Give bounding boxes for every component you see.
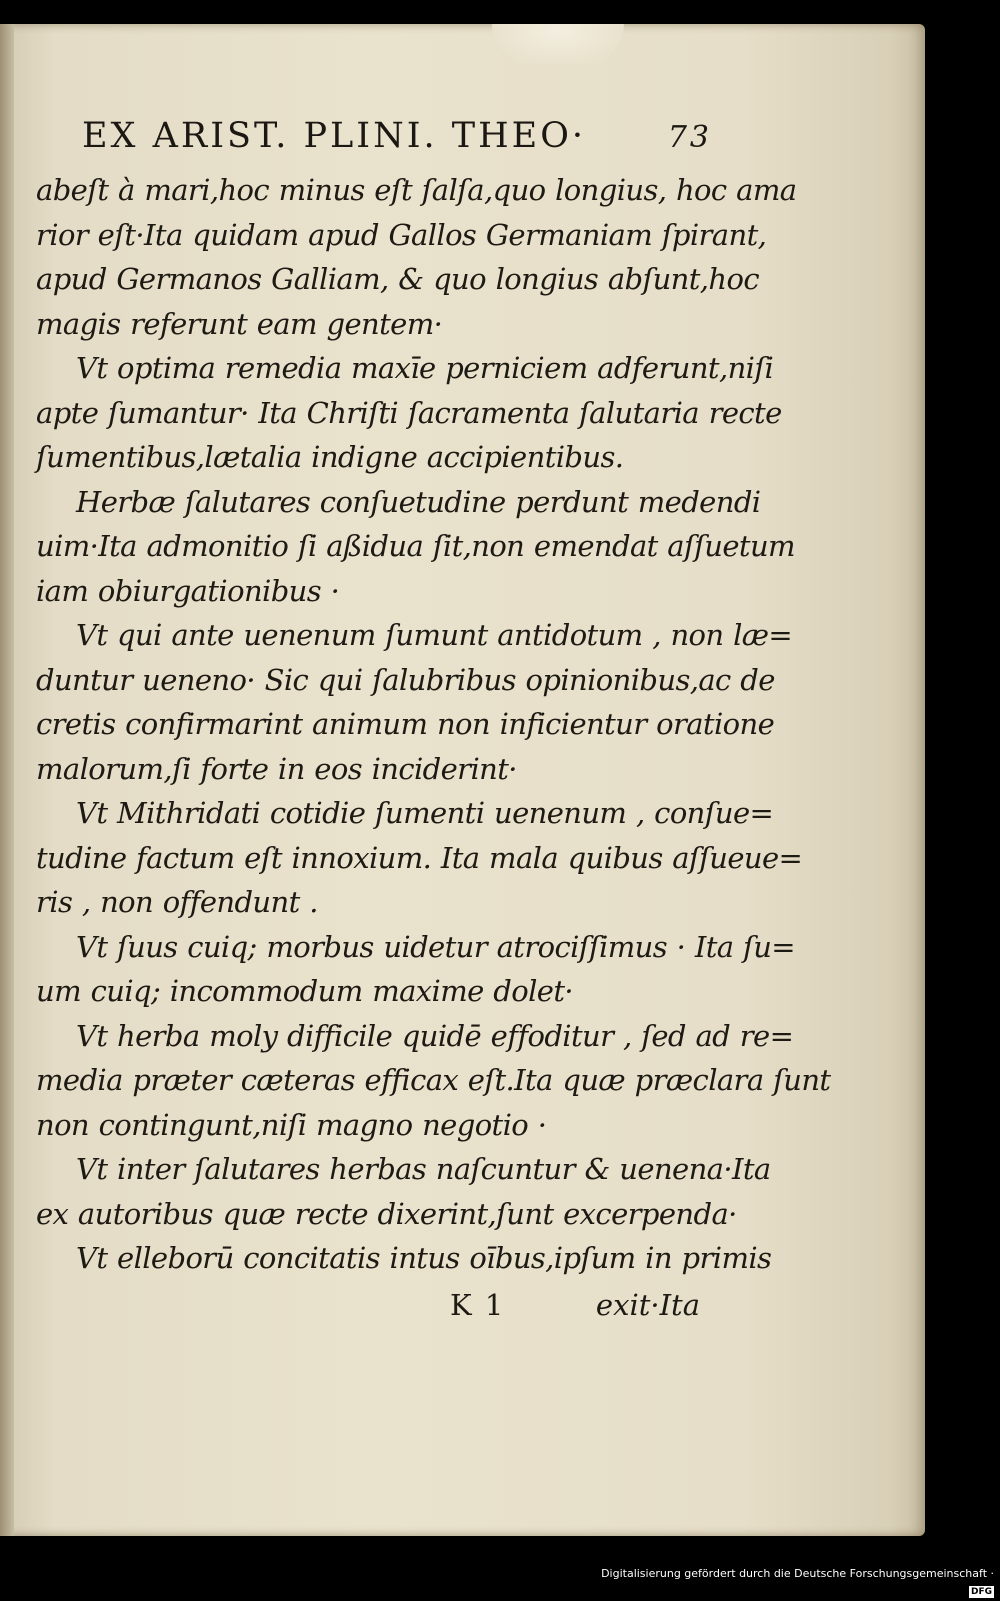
digitization-credit (600, 1565, 1000, 1597)
running-head-title: EX ARIST. PLINI. THEO· (82, 116, 587, 156)
text-line: tudine factum eſt innoxium. Ita mala quibus aſſueue= (36, 840, 803, 875)
catchword: exit·Ita (595, 1288, 700, 1322)
text-line: apte ſumantur· Ita Chriſti ſacramenta ſalutaria recte (36, 395, 782, 430)
text-line: magis referunt eam gentem· (36, 306, 443, 341)
paper-tab (492, 24, 624, 64)
text-line: Vt elleborū concitatis intus oībus,ipſum in primis (76, 1241, 772, 1275)
text-line: media præter cæteras efficax eſt.Ita quæ præclara ſunt (36, 1063, 831, 1097)
text-line: abeſt à mari,hoc minus eſt ſalſa,quo longius, hoc ama (36, 173, 797, 207)
text-line: duntur ueneno· Sic qui ſalubribus opinionibus,ac de (36, 662, 775, 697)
body-text (36, 168, 831, 1281)
signature-line (450, 1288, 700, 1332)
text-line: ris , non offendunt . (36, 885, 318, 919)
text-line: Vt herba moly difficile quidē effoditur , ſed ad re= (76, 1018, 794, 1053)
text-line: cretis confirmarint animum non inficientur oratione (36, 707, 775, 741)
signature-mark: K 1 (450, 1288, 506, 1322)
text-line: iam obiurgationibus · (36, 573, 340, 608)
text-line: uim·Ita admonitio ſi aßidua ſit,non emendat aſſuetum (36, 529, 795, 563)
text-line: apud Germanos Galliam, & quo longius abſunt,hoc (36, 262, 760, 296)
text-line: ex autoribus quæ recte dixerint,ſunt excerpenda· (36, 1196, 737, 1231)
text-line: Vt inter ſalutares herbas naſcuntur & uenena·Ita (76, 1152, 771, 1186)
page-number: 73 (667, 120, 712, 155)
running-head (82, 112, 712, 162)
text-line: um cuiq; incommodum maxime dolet· (36, 974, 574, 1008)
text-line: non contingunt,niſi magno negotio · (36, 1107, 547, 1142)
text-line: Vt Mithridati cotidie ſumenti uenenum , conſue= (76, 796, 774, 830)
text-line: Herbæ ſalutares conſuetudine perdunt medendi (76, 484, 761, 519)
text-line: Vt ſuus cuiq; morbus uidetur atrociſſimus · Ita ſu= (76, 929, 795, 964)
text-line: ſumentibus,lætalia indigne accipientibus. (36, 440, 624, 474)
text-line: rior eſt·Ita quidam apud Gallos Germaniam ſpirant, (36, 217, 767, 252)
text-line: malorum,ſi forte in eos inciderint· (36, 751, 517, 786)
dfg-logo: DFG (970, 1587, 992, 1597)
text-line: Vt qui ante uenenum ſumunt antidotum , non læ= (76, 618, 793, 652)
credit-text: Digitalisierung gefördert durch die Deutsche Forschungsgemeinschaft · (601, 1567, 994, 1580)
page-gutter-shadow (0, 24, 14, 1536)
text-line: Vt optima remedia maxīe perniciem adferunt,niſi (76, 351, 774, 385)
